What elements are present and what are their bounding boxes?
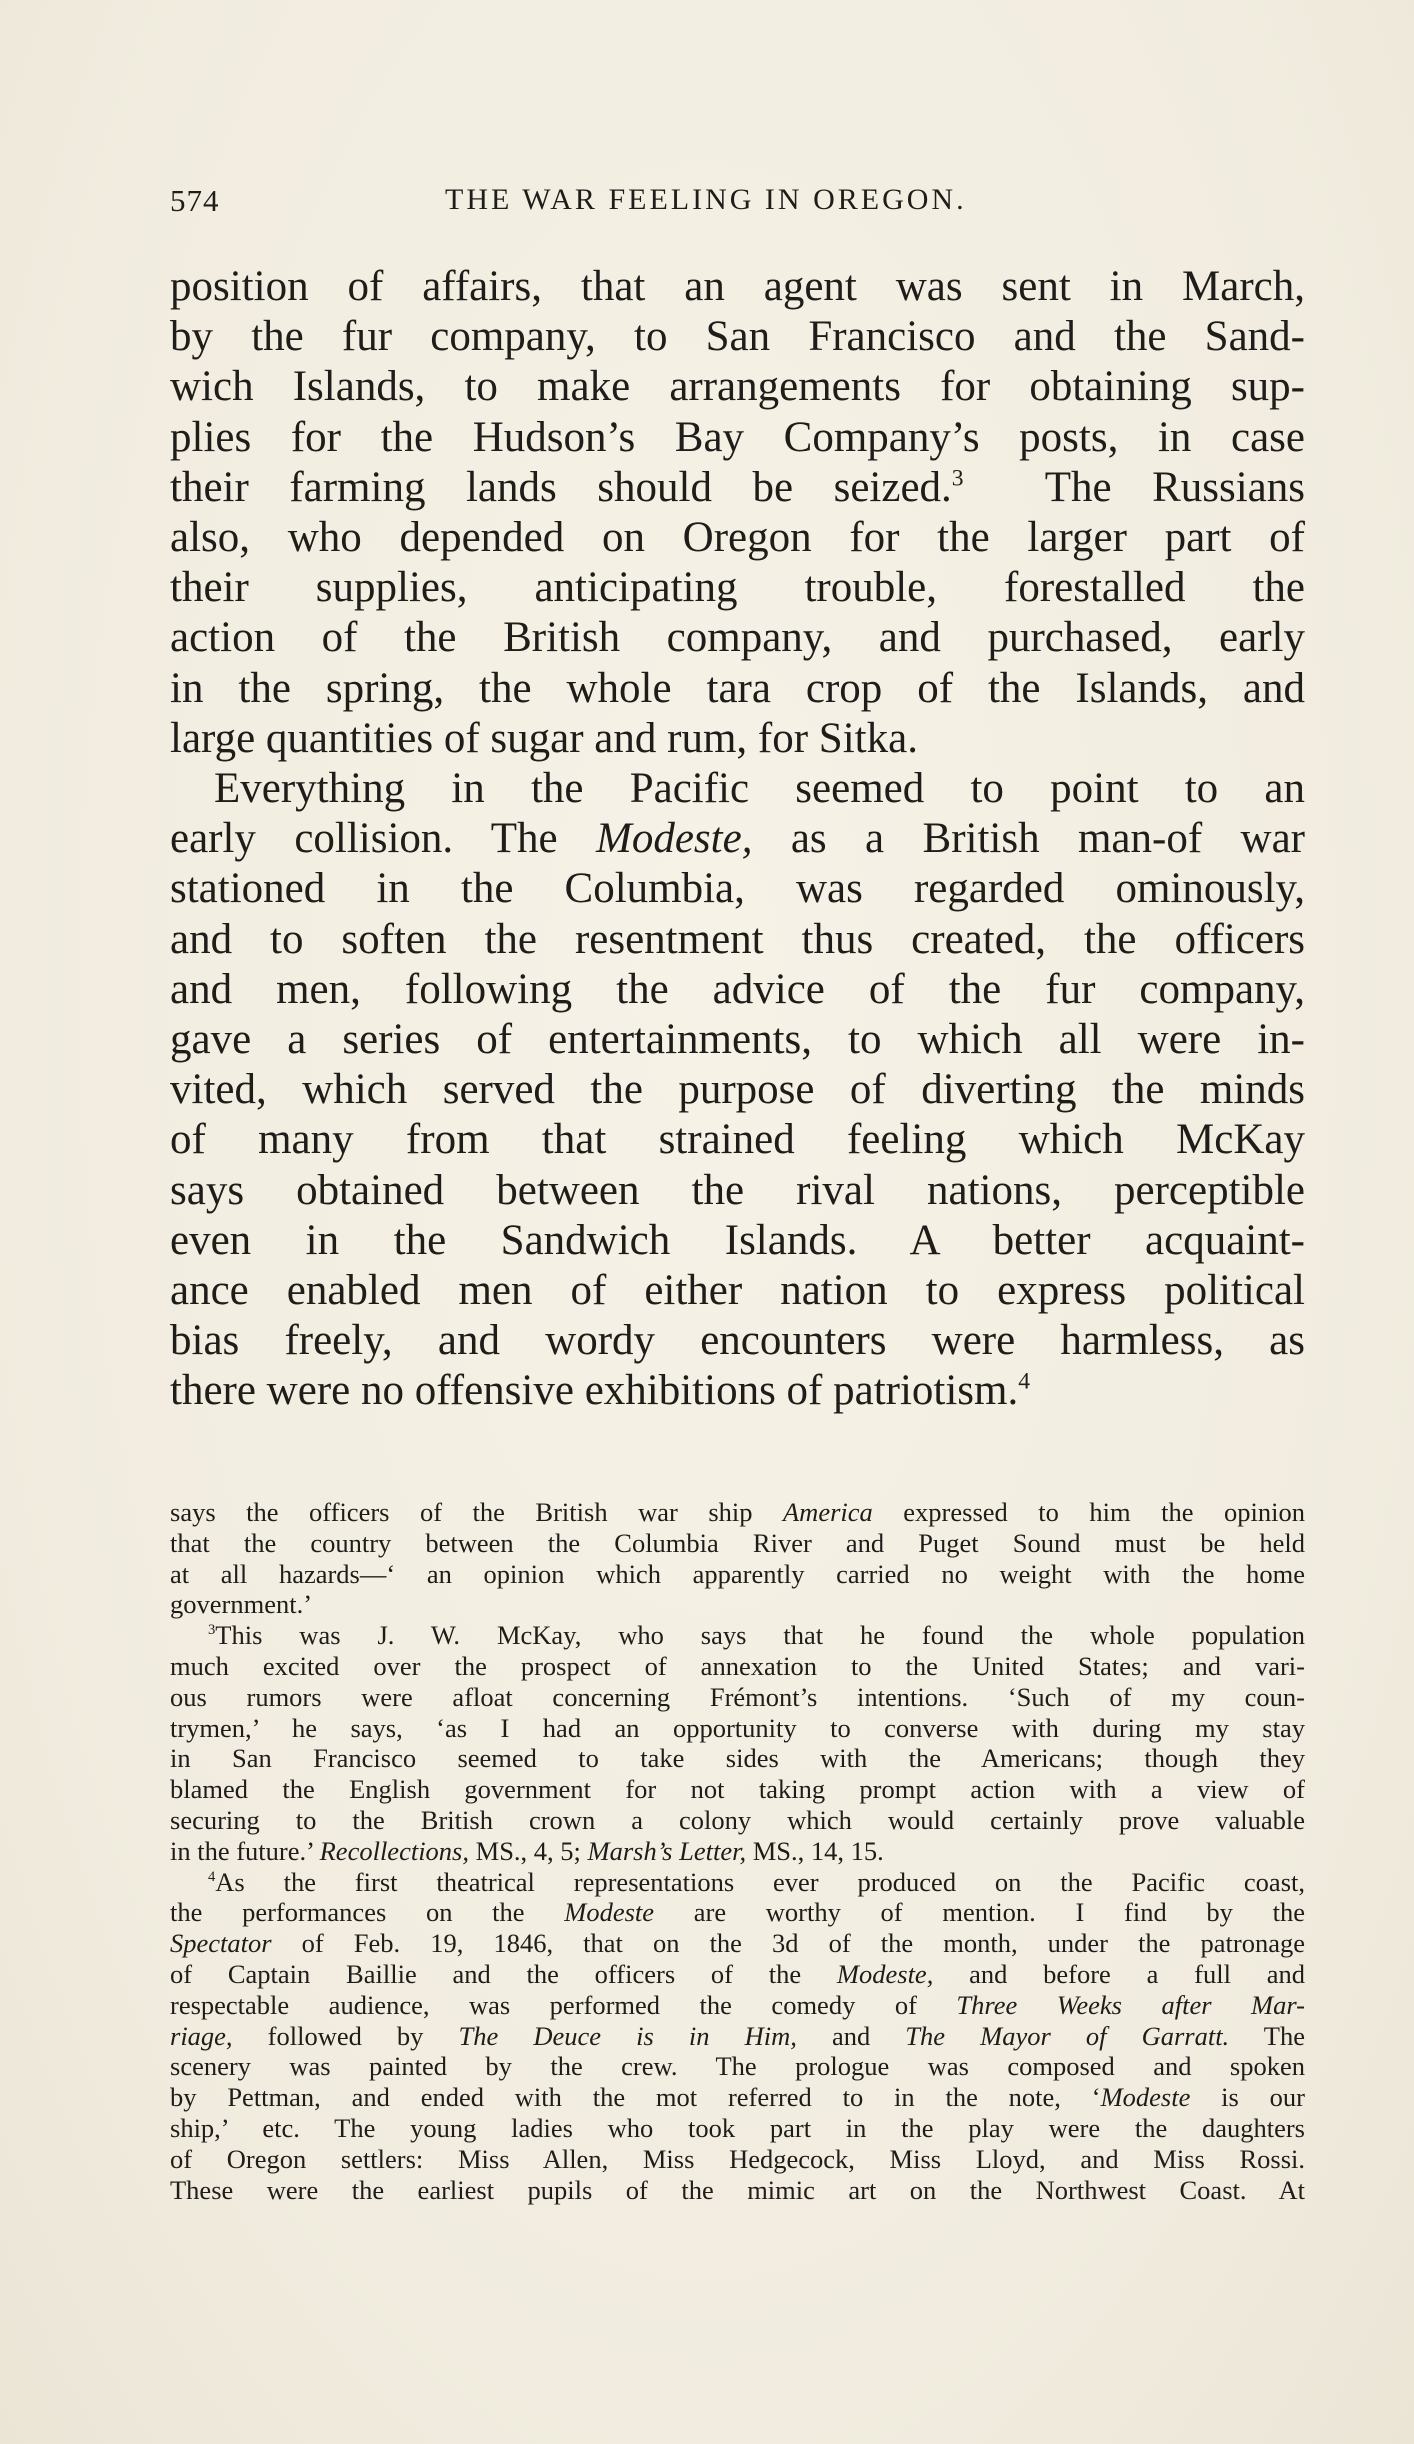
footnote-line: at all hazards—‘ an opinion which apparently carried no weight with the home: [170, 1558, 1305, 1589]
text-line: Everything in the Pacific seemed to point to an: [214, 765, 1305, 813]
play-title: riage,: [170, 2020, 233, 2051]
text-segment: As the first theatrical representations ever produced on the Pacific coast,: [215, 1866, 1305, 1897]
footnote-line: ship,’ etc. The young ladies who took part in the play were the daughters: [170, 2112, 1305, 2143]
footnote-line: government.’: [170, 1589, 313, 1620]
text-line: even in the Sandwich Islands. A better acquaint-: [170, 1216, 1305, 1264]
footnote-line: These were the earliest pupils of the mimic art on the Northwest Coast. At: [170, 2174, 1305, 2205]
text-segment: MS., 14, 15.: [746, 1835, 884, 1866]
footnote-number: 4: [208, 1868, 216, 1885]
text-line: gave a series of entertainments, to which all were in-: [170, 1016, 1305, 1064]
text-segment: of Captain Baillie and the officers of the: [170, 1958, 837, 1989]
text-line: plies for the Hudson’s Bay Company’s posts, in case: [170, 413, 1305, 461]
text-line: in the spring, the whole tara crop of the Islands, and: [170, 664, 1305, 712]
source-title: Recollections,: [319, 1835, 469, 1866]
ship-name: Modeste: [1100, 2082, 1191, 2113]
footnote-line: blamed the English government for not taking prompt action with a view of: [170, 1774, 1305, 1805]
footnote-line: in San Francisco seemed to take sides with the Americans; though they: [170, 1743, 1305, 1774]
footnotes: [170, 1497, 1305, 2205]
source-title: Marsh’s Letter,: [587, 1835, 747, 1866]
text-line: position of affairs, that an agent was sent in March,: [170, 263, 1305, 310]
text-segment: The Russians: [1044, 463, 1305, 511]
paragraph-1: [170, 262, 1305, 764]
text-line: action of the British company, and purchased, early: [170, 614, 1305, 662]
text-line: stationed in the Columbia, was regarded ominously,: [170, 865, 1305, 913]
page-number: 574: [170, 183, 220, 218]
footnote-2-continued: [170, 1497, 1305, 1620]
text-line: vited, which served the purpose of diverting the minds: [170, 1066, 1305, 1114]
main-text: [170, 262, 1305, 1417]
text-segment: is our: [1190, 2082, 1305, 2113]
text-segment: respectable audience, was performed the comedy of: [170, 1989, 957, 2020]
text-line: [170, 1366, 1305, 1416]
footnote-line: [170, 1867, 1305, 1898]
text-line: their supplies, anticipating trouble, forestalled the: [170, 564, 1305, 612]
text-line: by the fur company, to San Francisco and the Sand-: [170, 313, 1305, 361]
footnote-line: [170, 2021, 1305, 2052]
text-line: also, who depended on Oregon for the larger part of: [170, 514, 1305, 562]
play-title: The Mayor of Garratt.: [905, 2020, 1230, 2051]
paragraph-2: [170, 764, 1305, 1417]
text-line: bias freely, and wordy encounters were harmless, as: [170, 1317, 1305, 1365]
text-segment: there were no offensive exhibitions of patriotism.: [170, 1367, 1019, 1415]
footnote-line: ous rumors were afloat concerning Frémont’s intentions. ‘Such of my coun-: [170, 1681, 1305, 1712]
ship-name: Modeste,: [836, 1958, 934, 1989]
footnote-line: [170, 1620, 1305, 1651]
text-segment: says the officers of the British war ship: [170, 1497, 783, 1527]
footnote-line: [170, 2082, 1305, 2113]
text-line: wich Islands, to make arrangements for obtaining sup-: [170, 363, 1305, 411]
play-title: The Deuce is in Him,: [458, 2020, 797, 2051]
footnote-line: of Oregon settlers: Miss Allen, Miss Hedgecock, Miss Lloyd, and Miss Rossi.: [170, 2143, 1305, 2174]
text-segment: of Feb. 19, 1846, that on the 3d of the month, under the patronage: [271, 1928, 1305, 1959]
footnote-line: [170, 1959, 1305, 1990]
ship-name: Modeste,: [596, 815, 753, 863]
ship-name: America: [783, 1497, 873, 1527]
footnote-number: 3: [208, 1622, 216, 1639]
text-line: ance enabled men of either nation to express political: [170, 1267, 1305, 1315]
text-segment: and before a full and: [933, 1958, 1305, 1989]
text-segment: early collision. The: [170, 815, 597, 863]
text-segment: their farming lands should be seized.: [170, 463, 952, 511]
footnote-ref: 4: [1018, 1369, 1031, 1396]
periodical-title: Spectator: [170, 1928, 272, 1959]
text-segment: MS., 4, 5;: [469, 1835, 588, 1866]
text-segment: expressed to him the opinion: [872, 1497, 1305, 1527]
ship-name: Modeste: [564, 1897, 655, 1928]
text-segment: as a British man-of war: [752, 815, 1305, 863]
text-line: of many from that strained feeling which McKay: [170, 1116, 1305, 1164]
footnote-3: [170, 1620, 1305, 1866]
page-header: [170, 183, 1305, 223]
footnote-line: securing to the British crown a colony which would certainly prove valuable: [170, 1804, 1305, 1835]
footnote-4: [170, 1867, 1305, 2206]
text-line: large quantities of sugar and rum, for Sitka.: [170, 714, 918, 762]
text-segment: by Pettman, and ended with the mot referred to in the note, ‘: [170, 2082, 1101, 2113]
text-line: [170, 463, 1305, 513]
footnote-ref: 3: [951, 465, 964, 492]
footnote-line: [170, 1497, 1305, 1528]
footnote-line: that the country between the Columbia River and Puget Sound must be held: [170, 1527, 1305, 1558]
text-line: and to soften the resentment thus created, the officers: [170, 915, 1305, 963]
footnote-line: much excited over the prospect of annexation to the United States; and vari-: [170, 1650, 1305, 1681]
text-line: says obtained between the rival nations, perceptible: [170, 1166, 1305, 1214]
footnote-line: [170, 1836, 1305, 1867]
play-title: Three Weeks after Mar-: [956, 1989, 1305, 2020]
text-segment: The: [1229, 2020, 1305, 2051]
text-line: [170, 814, 1305, 864]
footnote-line: [170, 1990, 1305, 2021]
text-segment: in the future.’: [170, 1835, 320, 1866]
text-segment: are worthy of mention. I find by the: [654, 1897, 1305, 1928]
text-segment: the performances on the: [170, 1897, 565, 1928]
footnote-line: trymen,’ he says, ‘as I had an opportunity to converse with during my stay: [170, 1712, 1305, 1743]
footnote-line: scenery was painted by the crew. The prologue was composed and spoken: [170, 2051, 1305, 2082]
text-segment: followed by: [232, 2020, 459, 2051]
footnote-line: [170, 1897, 1305, 1928]
text-segment: and: [796, 2020, 906, 2051]
text-line: and men, following the advice of the fur company,: [170, 965, 1305, 1013]
text-segment: This was J. W. McKay, who says that he found the whole population: [215, 1620, 1305, 1651]
footnote-line: [170, 1928, 1305, 1959]
running-head: THE WAR FEELING IN OREGON.: [445, 183, 967, 216]
